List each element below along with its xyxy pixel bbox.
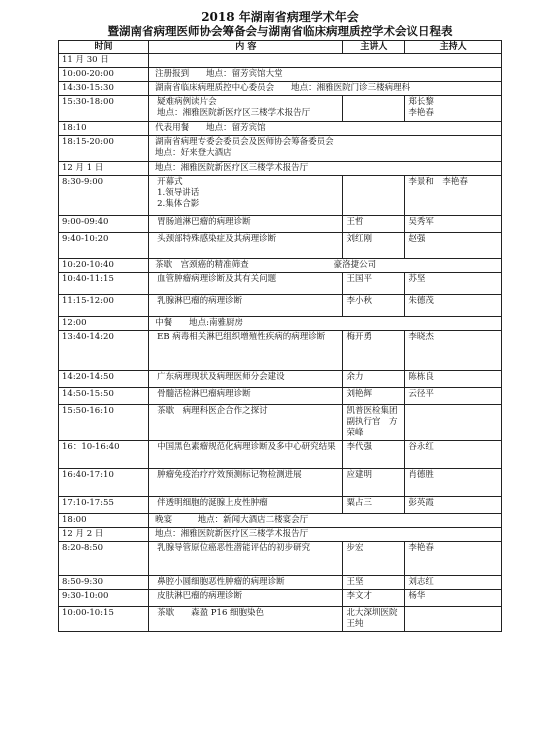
table-row	[59, 176, 502, 216]
cell-host: 朱德茂	[405, 295, 502, 317]
cell-host: 云径平	[405, 388, 502, 405]
header-time: 时间	[59, 41, 149, 54]
cell-content: EB 病毒相关淋巴组织增殖性疾病的病理诊断	[149, 331, 343, 371]
header-host: 主持人	[405, 41, 502, 54]
cell-time: 10:00-20:00	[59, 68, 149, 82]
cell-time: 14:20-14:50	[59, 371, 149, 388]
cell-content: 胃肠道淋巴瘤的病理诊断	[149, 216, 343, 233]
table-row	[59, 590, 502, 607]
cell-content	[149, 54, 502, 68]
cell-content: 血管肿瘤病理诊断及其有关问题	[149, 273, 343, 295]
cell-content: 伴透明细胞的涎腺上皮性肿瘤	[149, 497, 343, 514]
cell-time: 13:40-14:20	[59, 331, 149, 371]
cell-time: 18:15-20:00	[59, 136, 149, 162]
cell-host: 杨华	[405, 590, 502, 607]
header-content: 内 容	[149, 41, 343, 54]
table-row	[59, 371, 502, 388]
table-row	[59, 331, 502, 371]
cell-time: 16:40-17:10	[59, 469, 149, 497]
cell-content: 晚宴 地点：新闻大酒店二楼宴会厅	[149, 514, 502, 528]
cell-time: 16：10-16:40	[59, 441, 149, 469]
cell-speaker: 步宏	[343, 542, 405, 576]
cell-time: 8:30-9:00	[59, 176, 149, 216]
cell-time: 12 月 2 日	[59, 528, 149, 542]
table-header-row	[59, 41, 502, 54]
cell-time: 9:30-10:00	[59, 590, 149, 607]
cell-content: 茶歇 病理科医企合作之探讨	[149, 405, 343, 441]
cell-content: 湖南省病理专委会委员会及医师协会筹备委员会 地点：好来登大酒店	[149, 136, 502, 162]
cell-speaker: 李代强	[343, 441, 405, 469]
cell-host: 郑长黎 李艳春	[405, 96, 502, 122]
cell-host: 谷永红	[405, 441, 502, 469]
cell-content: 乳腺淋巴瘤的病理诊断	[149, 295, 343, 317]
cell-content: 地点：湘雅医院新医疗区三楼学术报告厅	[149, 162, 502, 176]
cell-host: 李晓杰	[405, 331, 502, 371]
cell-time: 10:20-10:40	[59, 259, 149, 273]
cell-host: 苏坚	[405, 273, 502, 295]
table-row	[59, 233, 502, 259]
schedule-document	[58, 10, 502, 632]
table-row	[59, 528, 502, 542]
cell-time: 10:40-11:15	[59, 273, 149, 295]
cell-content: 肿瘤免疫治疗疗效预测标记物检测进展	[149, 469, 343, 497]
table-row	[59, 68, 502, 82]
cell-content: 中国黑色素瘤规范化病理诊断及多中心研究结果	[149, 441, 343, 469]
table-row	[59, 295, 502, 317]
cell-content: 地点：湘雅医院新医疗区三楼学术报告厅	[149, 528, 502, 542]
schedule-rows	[59, 54, 502, 632]
table-row	[59, 607, 502, 632]
table-row	[59, 122, 502, 136]
cell-speaker: 刘红刚	[343, 233, 405, 259]
cell-content: 湖南省临床病理质控中心委员会 地点：湘雅医院门诊三楼病理科	[149, 82, 502, 96]
cell-speaker: 余力	[343, 371, 405, 388]
cell-content: 疑难病例读片会 地点：湘雅医院新医疗区三楼学术报告厅	[149, 96, 343, 122]
cell-content: 注册报到 地点：留芳宾馆大堂	[149, 68, 502, 82]
cell-speaker: 粟占三	[343, 497, 405, 514]
cell-time: 12:00	[59, 317, 149, 331]
cell-host: 陈栋良	[405, 371, 502, 388]
cell-content: 茶歇 森盈 P16 细胞染色	[149, 607, 343, 632]
cell-speaker	[343, 96, 405, 122]
cell-host: 彭英霞	[405, 497, 502, 514]
table-row	[59, 216, 502, 233]
table-row	[59, 54, 502, 68]
cell-speaker	[343, 176, 405, 216]
cell-content: 中餐 地点:南雅厨房	[149, 317, 502, 331]
cell-speaker: 王哲	[343, 216, 405, 233]
cell-speaker: 梅开勇	[343, 331, 405, 371]
cell-content: 广东病理现状及病理医师分会建设	[149, 371, 343, 388]
cell-time: 17:10-17:55	[59, 497, 149, 514]
cell-host: 刘志红	[405, 576, 502, 590]
page-title: 2018 年湖南省病理学术年会	[201, 10, 359, 24]
cell-host	[405, 405, 502, 441]
table-row	[59, 273, 502, 295]
cell-time: 8:20-8:50	[59, 542, 149, 576]
cell-content: 鼻腔小圆细胞恶性肿瘤的病理诊断	[149, 576, 343, 590]
cell-time: 15:50-16:10	[59, 405, 149, 441]
cell-content: 头颈部特殊感染症及其病理诊断	[149, 233, 343, 259]
table-row	[59, 405, 502, 441]
cell-host: 李景和 李艳春	[405, 176, 502, 216]
header-speaker: 主讲人	[343, 41, 405, 54]
table-row	[59, 514, 502, 528]
table-row	[59, 162, 502, 176]
cell-content: 开幕式 1.领导讲话 2.集体合影	[149, 176, 343, 216]
cell-time: 8:50-9:30	[59, 576, 149, 590]
cell-content: 乳腺导管原位癌恶性潜能评估的初步研究	[149, 542, 343, 576]
table-row	[59, 82, 502, 96]
cell-host: 李艳春	[405, 542, 502, 576]
cell-host: 吴秀军	[405, 216, 502, 233]
cell-speaker: 李文才	[343, 590, 405, 607]
schedule-table	[58, 40, 502, 632]
cell-speaker: 李小秋	[343, 295, 405, 317]
cell-time: 9:00-09:40	[59, 216, 149, 233]
cell-time: 11 月 30 日	[59, 54, 149, 68]
cell-host: 肖德胜	[405, 469, 502, 497]
cell-speaker: 凯普医检集团副执行官 方荣峰	[343, 405, 405, 441]
cell-time: 11:15-12:00	[59, 295, 149, 317]
cell-time: 18:10	[59, 122, 149, 136]
table-row	[59, 136, 502, 162]
cell-time: 10:00-10:15	[59, 607, 149, 632]
table-row	[59, 576, 502, 590]
cell-speaker: 北大深圳医院 王纯	[343, 607, 405, 632]
cell-time: 12 月 1 日	[59, 162, 149, 176]
table-row	[59, 317, 502, 331]
table-row	[59, 469, 502, 497]
cell-time: 9:40-10:20	[59, 233, 149, 259]
cell-speaker: 王坚	[343, 576, 405, 590]
table-row	[59, 497, 502, 514]
cell-speaker: 王国平	[343, 273, 405, 295]
cell-speaker: 刘艳辉	[343, 388, 405, 405]
cell-content: 茶歇 宫颈癌的精准筛查 豪洛捷公司	[149, 259, 502, 273]
cell-time: 18:00	[59, 514, 149, 528]
cell-time: 14:30-15:30	[59, 82, 149, 96]
page-subtitle: 暨湖南省病理医师协会筹备会与湖南省临床病理质控学术会议日程表	[107, 24, 453, 38]
cell-speaker: 应建明	[343, 469, 405, 497]
cell-content: 皮肤淋巴瘤的病理诊断	[149, 590, 343, 607]
table-row	[59, 441, 502, 469]
cell-time: 14:50-15:50	[59, 388, 149, 405]
cell-content: 骨髓活检淋巴瘤病理诊断	[149, 388, 343, 405]
table-row	[59, 388, 502, 405]
table-row	[59, 542, 502, 576]
cell-time: 15:30-18:00	[59, 96, 149, 122]
table-row	[59, 96, 502, 122]
table-row	[59, 259, 502, 273]
cell-host: 赵强	[405, 233, 502, 259]
cell-content: 代表用餐 地点：留芳宾馆	[149, 122, 502, 136]
cell-host	[405, 607, 502, 632]
